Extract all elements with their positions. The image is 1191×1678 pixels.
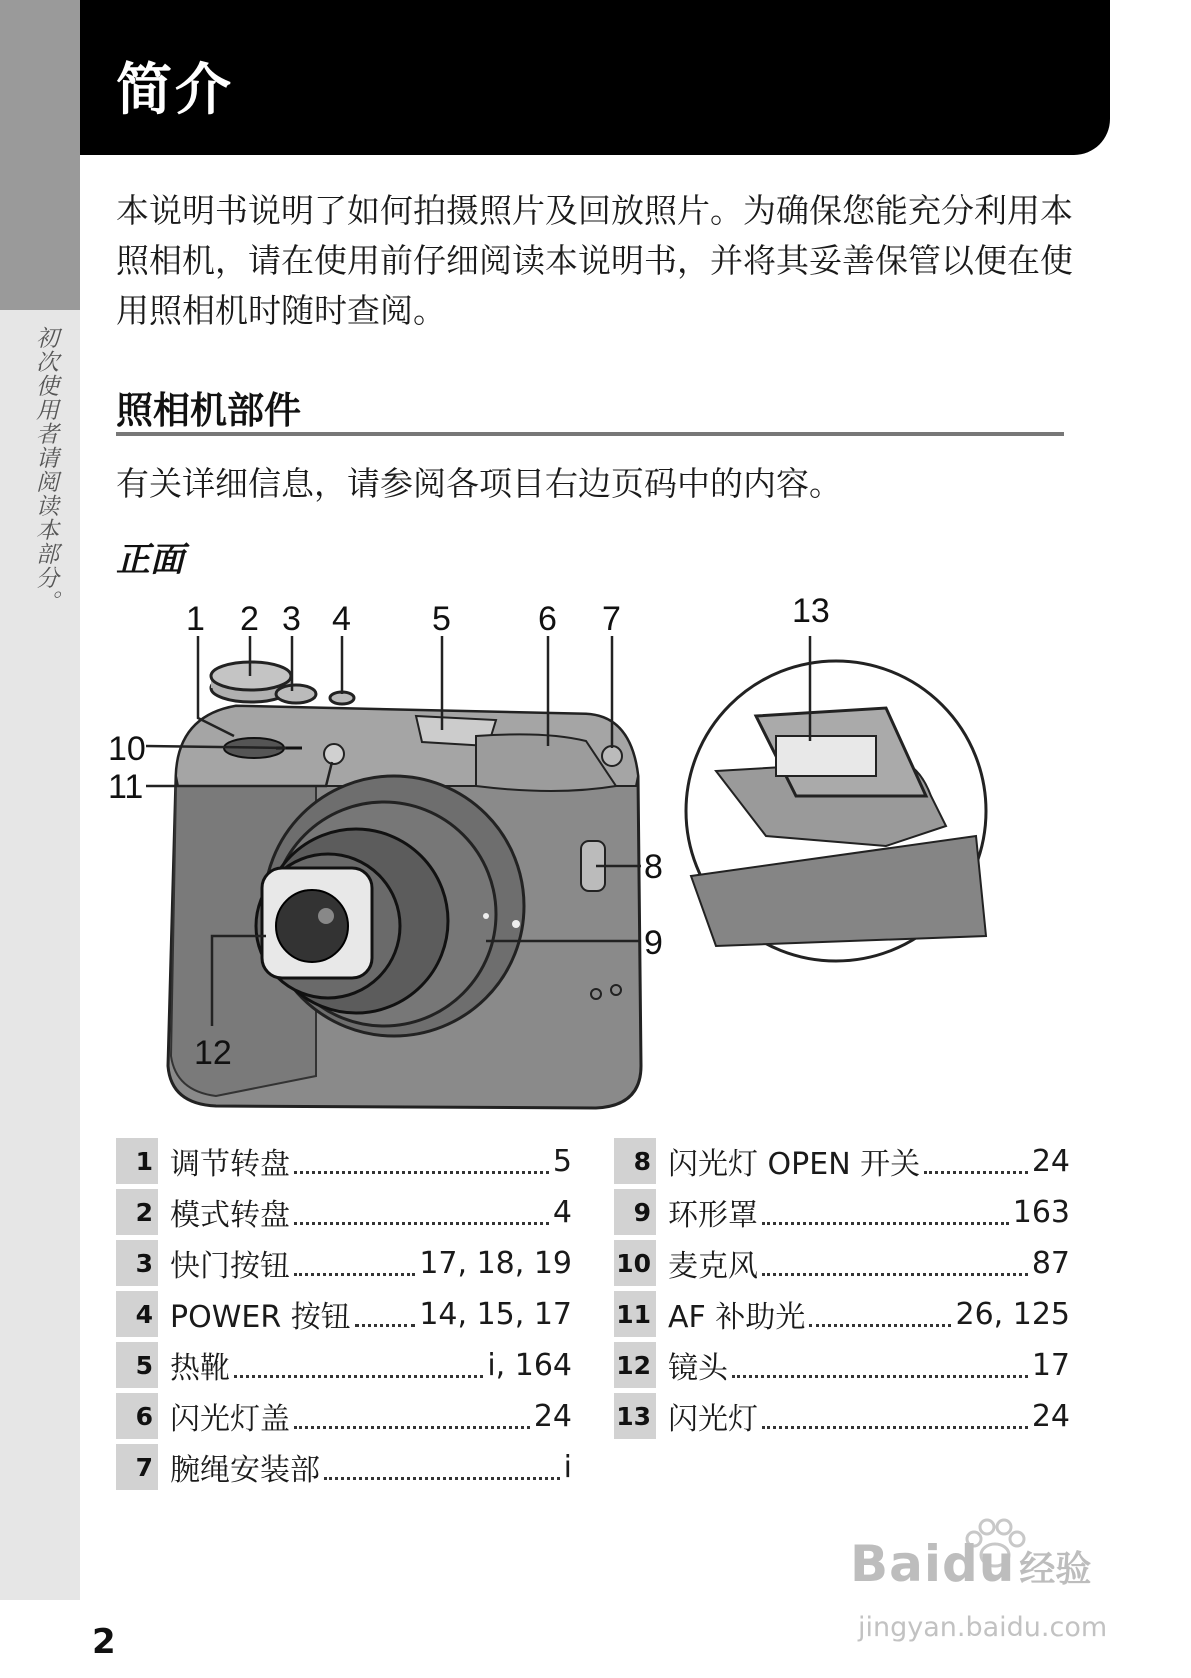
part-page-ref: 17 — [1031, 1347, 1070, 1383]
part-page-ref: i, 164 — [487, 1347, 572, 1383]
leader-dots — [924, 1171, 1028, 1174]
part-page-ref: 26, 125 — [955, 1296, 1070, 1332]
intro-paragraph: 本说明书说明了如何拍摄照片及回放照片。为确保您能充分利用本照相机，请在使用前仔细阅读本说明书，并将其妥善保管以便在使用照相机时随时查阅。 — [116, 191, 1073, 330]
part-row — [614, 1291, 1070, 1337]
part-row — [116, 1393, 572, 1439]
page-number: 2 — [92, 1622, 116, 1662]
watermark-logo — [850, 1535, 1091, 1593]
leader-dots — [294, 1171, 549, 1174]
part-label: 镜头 — [668, 1351, 728, 1386]
part-number: 11 — [614, 1291, 656, 1337]
part-number: 4 — [116, 1291, 158, 1337]
part-number: 7 — [116, 1444, 158, 1490]
part-label: 快门按钮 — [170, 1249, 290, 1284]
part-row — [116, 1342, 572, 1388]
callout-1: 1 — [186, 600, 205, 638]
part-row — [614, 1393, 1070, 1439]
part-row — [116, 1444, 572, 1490]
header-bar — [80, 0, 1110, 155]
callout-number-layer — [108, 592, 1066, 1116]
page-title: 简介 — [116, 58, 234, 123]
watermark-jingyan: 经验 — [1019, 1549, 1092, 1590]
watermark-url: jingyan.baidu.com — [858, 1612, 1108, 1643]
part-page-ref: 163 — [1012, 1194, 1070, 1230]
parts-list-left — [116, 1138, 572, 1495]
part-row — [614, 1342, 1070, 1388]
part-number: 8 — [614, 1138, 656, 1184]
part-label: AF 补助光 — [668, 1300, 806, 1335]
part-number: 2 — [116, 1189, 158, 1235]
leader-dots — [294, 1273, 415, 1276]
part-page-ref: i — [563, 1449, 572, 1485]
part-page-ref: 5 — [552, 1143, 572, 1179]
watermark-baidu: Baidu — [850, 1535, 1016, 1593]
part-label: 模式转盘 — [170, 1198, 290, 1233]
leader-dots — [234, 1375, 483, 1378]
callout-10: 10 — [108, 730, 146, 768]
part-row — [116, 1240, 572, 1286]
parts-list-right — [614, 1138, 1070, 1444]
callout-13: 13 — [792, 592, 830, 630]
view-label: 正面 — [116, 540, 184, 580]
part-row — [614, 1240, 1070, 1286]
leader-dots — [809, 1324, 951, 1327]
part-row — [116, 1138, 572, 1184]
part-label: 热靴 — [170, 1351, 230, 1386]
leader-dots — [732, 1375, 1028, 1378]
side-tab-dark — [0, 0, 80, 310]
section-divider — [116, 432, 1064, 436]
part-number: 1 — [116, 1138, 158, 1184]
part-row — [614, 1138, 1070, 1184]
part-number: 10 — [614, 1240, 656, 1286]
part-row — [116, 1291, 572, 1337]
callout-5: 5 — [432, 600, 451, 638]
part-number: 5 — [116, 1342, 158, 1388]
leader-dots — [294, 1426, 530, 1429]
part-page-ref: 14, 15, 17 — [419, 1296, 572, 1332]
part-page-ref: 24 — [533, 1398, 572, 1434]
part-page-ref: 17, 18, 19 — [419, 1245, 572, 1281]
leader-dots — [324, 1477, 560, 1480]
leader-dots — [294, 1222, 549, 1225]
part-label: 调节转盘 — [170, 1147, 290, 1182]
part-page-ref: 4 — [552, 1194, 572, 1230]
part-number: 13 — [614, 1393, 656, 1439]
part-label: 闪光灯盖 — [170, 1402, 290, 1437]
section-title: 照相机部件 — [116, 389, 301, 432]
callout-11: 11 — [108, 768, 144, 806]
leader-dots — [762, 1222, 1009, 1225]
camera-figure — [108, 592, 1066, 1116]
leader-dots — [762, 1426, 1028, 1429]
part-number: 3 — [116, 1240, 158, 1286]
part-page-ref: 87 — [1031, 1245, 1070, 1281]
callout-12: 12 — [194, 1034, 232, 1072]
callout-3: 3 — [282, 600, 301, 638]
leader-dots — [762, 1273, 1028, 1276]
part-number: 9 — [614, 1189, 656, 1235]
part-number: 6 — [116, 1393, 158, 1439]
callout-6: 6 — [538, 600, 557, 638]
callout-7: 7 — [602, 600, 621, 638]
part-page-ref: 24 — [1031, 1398, 1070, 1434]
part-label: POWER 按钮 — [170, 1300, 351, 1335]
part-label: 闪光灯 OPEN 开关 — [668, 1147, 921, 1182]
part-label: 麦克风 — [668, 1249, 758, 1284]
part-page-ref: 24 — [1031, 1143, 1070, 1179]
detail-note: 有关详细信息，请参阅各项目右边页码中的内容。 — [116, 464, 842, 503]
part-row — [614, 1189, 1070, 1235]
leader-dots — [355, 1324, 416, 1327]
callout-8: 8 — [644, 848, 663, 886]
part-label: 腕绳安装部 — [170, 1453, 320, 1488]
part-label: 环形罩 — [668, 1198, 758, 1233]
part-label: 闪光灯 — [668, 1402, 758, 1437]
part-row — [116, 1189, 572, 1235]
callout-4: 4 — [332, 600, 351, 638]
callout-2: 2 — [240, 600, 259, 638]
callout-9: 9 — [644, 924, 663, 962]
part-number: 12 — [614, 1342, 656, 1388]
side-tab-text: 初次使用者请阅读本部分。 — [32, 326, 58, 614]
